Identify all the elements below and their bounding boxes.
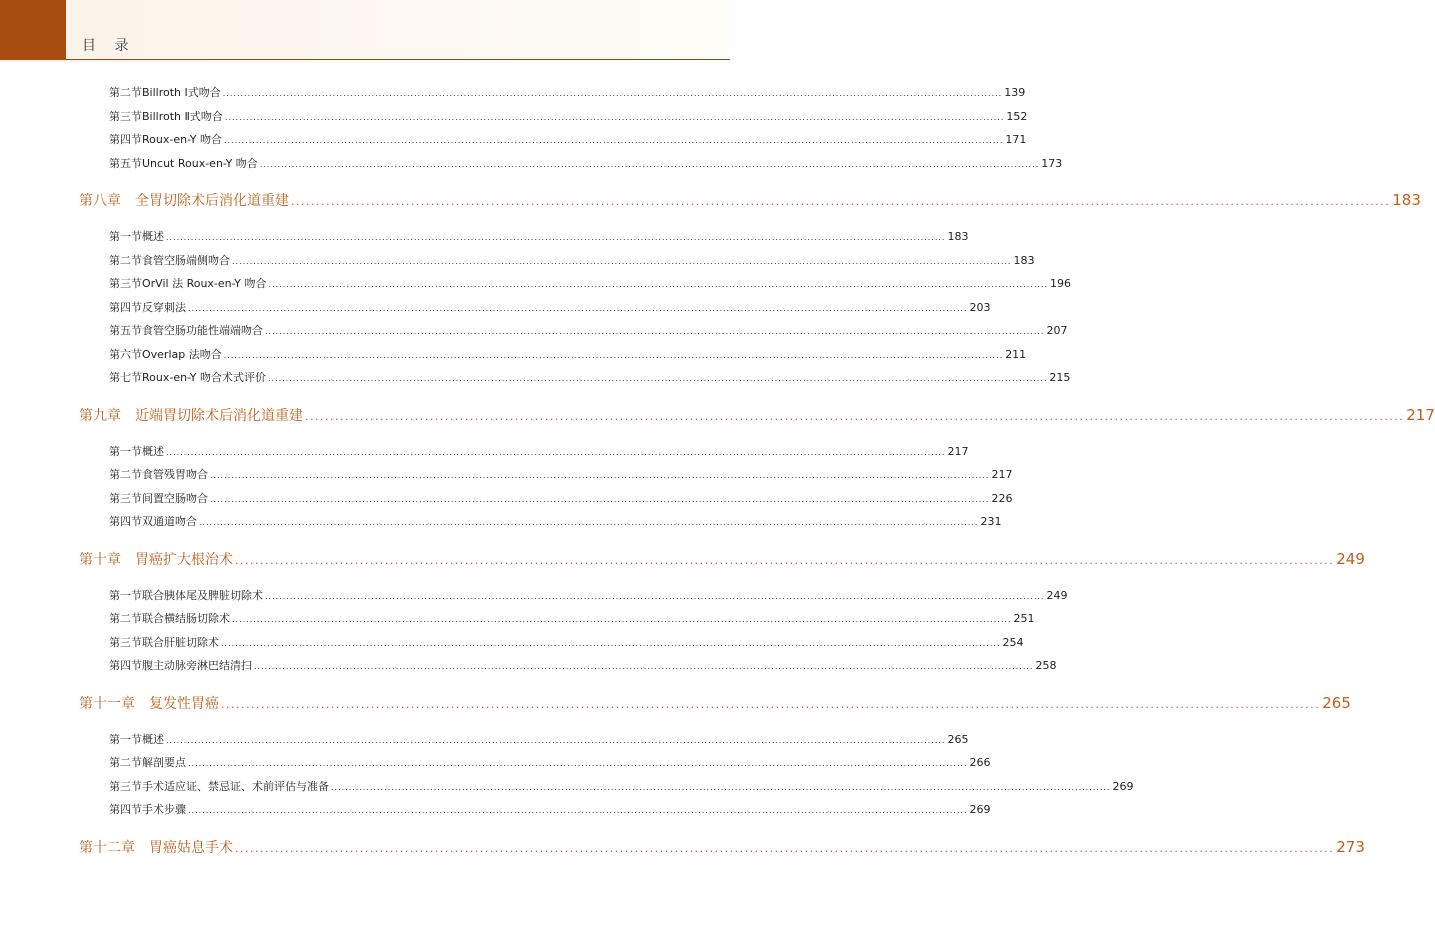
page-number: 266	[969, 756, 991, 769]
section-title: Roux-en-Y 吻合	[142, 133, 222, 146]
section-number: 第一节	[109, 588, 142, 602]
section-number: 第三节	[109, 109, 142, 123]
section-title: Billroth Ⅰ式吻合	[142, 86, 221, 99]
toc-section-entry[interactable]	[109, 346, 1027, 362]
leader-dots: ............................................................................................................................................................................................................................	[265, 327, 1045, 336]
chapter-number: 第十章	[79, 551, 121, 568]
section-number: 第五节	[109, 324, 142, 337]
chapter-number: 第十二章	[79, 839, 135, 856]
toc-section-entry[interactable]	[109, 228, 969, 244]
section-title: 间置空肠吻合	[142, 491, 208, 505]
section-title: 手术适应证、禁忌证、术前评估与准备	[142, 779, 329, 793]
chapter-title: 胃癌姑息手术	[149, 839, 233, 856]
toc-section-entry[interactable]	[109, 108, 1028, 124]
toc-section-entry[interactable]	[109, 657, 1057, 673]
toc-chapter-entry[interactable]	[79, 190, 1421, 210]
section-title: 概述	[142, 230, 164, 243]
page-number: 231	[980, 515, 1002, 528]
page-number: 265	[947, 732, 969, 746]
toc-section-entry[interactable]	[109, 322, 1068, 338]
toc-section-entry[interactable]	[109, 84, 1026, 100]
section-number: 第四节	[109, 515, 142, 528]
leader-dots: ............................................................................................................................................................................................................................	[221, 638, 1001, 648]
page-number: 251	[1013, 612, 1035, 625]
leader-dots: ............................................................................................................................................................................................................................	[166, 233, 946, 242]
leader-dots: ............................................................................................................................................................................................................................	[188, 759, 968, 768]
page-number: 217	[1406, 405, 1435, 424]
page-number: 173	[1041, 156, 1063, 170]
leader-dots: ............................................................................................................................................................................................................................	[259, 159, 1040, 169]
leader-dots: ............................................................................................................................................................................................................................	[222, 89, 1003, 98]
toc-section-entry[interactable]	[109, 369, 1071, 385]
section-number: 第四节	[109, 133, 142, 146]
section-title: 联合胰体尾及脾脏切除术	[142, 588, 263, 602]
leader-dots: ............................................................................................................................................................................................................................	[232, 256, 1012, 266]
page-number: 217	[991, 468, 1013, 481]
page-number: 269	[969, 803, 991, 816]
section-number: 第五节	[109, 156, 142, 170]
section-title: 双通道吻合	[142, 515, 197, 528]
toc-chapter-entry[interactable]	[79, 549, 1365, 569]
section-title: 概述	[142, 444, 164, 458]
leader-dots: ............................................................................................................................................................................................................................	[267, 374, 1048, 383]
leader-dots: ............................................................................................................................................................................................................................	[210, 471, 990, 480]
chapter-number: 第九章	[79, 407, 121, 424]
leader-dots: ............................................................................................................................................................................................................................	[254, 662, 1034, 671]
page-number: 203	[969, 300, 991, 314]
section-number: 第四节	[109, 300, 142, 314]
toc-section-entry[interactable]	[109, 131, 1027, 147]
section-number: 第一节	[109, 732, 142, 746]
toc-section-entry[interactable]	[109, 155, 1063, 171]
toc-section-entry[interactable]	[109, 513, 1002, 529]
leader-dots: ............................................................................................................................................................................................................................	[223, 350, 1004, 360]
leader-dots: ............................................................................................................................................................................................................................	[291, 195, 1391, 208]
leader-dots: ............................................................................................................................................................................................................................	[305, 409, 1405, 423]
section-number: 第二节	[109, 86, 142, 99]
section-title: 反穿刺法	[142, 300, 186, 314]
section-number: 第七节	[109, 371, 142, 384]
section-title: 腹主动脉旁淋巴结清扫	[142, 659, 252, 672]
page-number: 207	[1046, 324, 1068, 337]
page-number: 265	[1322, 693, 1351, 712]
page-number: 217	[947, 444, 969, 458]
section-number: 第三节	[109, 491, 142, 505]
section-number: 第三节	[109, 779, 142, 793]
leader-dots: ............................................................................................................................................................................................................................	[265, 591, 1045, 601]
section-number: 第三节	[109, 277, 142, 290]
chapter-title: 近端胃切除术后消化道重建	[135, 407, 303, 424]
section-title: Uncut Roux-en-Y 吻合	[142, 156, 258, 170]
chapter-title: 复发性胃癌	[149, 695, 219, 712]
toc-section-entry[interactable]	[109, 299, 991, 315]
page-number: 254	[1002, 635, 1024, 649]
page-number: 183	[947, 230, 969, 243]
section-title: Roux-en-Y 吻合术式评价	[142, 371, 266, 384]
leader-dots: ............................................................................................................................................................................................................................	[223, 136, 1004, 145]
toc-section-entry[interactable]	[109, 634, 1024, 650]
section-title: 食管残胃吻合	[142, 468, 208, 481]
toc-section-entry[interactable]	[109, 443, 969, 459]
leader-dots: ............................................................................................................................................................................................................................	[210, 494, 990, 504]
toc-section-entry[interactable]	[109, 778, 1134, 794]
section-title: 联合肝脏切除术	[142, 635, 219, 649]
page-title: 目 录	[82, 38, 136, 54]
leader-dots: ............................................................................................................................................................................................................................	[331, 782, 1111, 792]
section-title: Billroth Ⅱ式吻合	[142, 109, 223, 123]
toc-section-entry[interactable]	[109, 731, 969, 747]
leader-dots: ............................................................................................................................................................................................................................	[199, 518, 979, 527]
toc-chapter-entry[interactable]	[79, 837, 1365, 857]
chapter-number: 第八章	[79, 193, 121, 209]
chapter-title: 全胃切除术后消化道重建	[135, 193, 289, 209]
chapter-number: 第十一章	[79, 695, 135, 712]
section-title: 概述	[142, 732, 164, 746]
section-number: 第二节	[109, 253, 142, 267]
section-number: 第六节	[109, 347, 142, 361]
leader-dots: ............................................................................................................................................................................................................................	[166, 447, 946, 457]
toc-section-entry[interactable]	[109, 754, 991, 770]
section-number: 第四节	[109, 659, 142, 672]
leader-dots: ............................................................................................................................................................................................................................	[188, 806, 968, 815]
toc-chapter-entry[interactable]	[79, 693, 1351, 713]
toc-chapter-entry[interactable]	[79, 405, 1435, 425]
toc-section-entry[interactable]	[109, 466, 1013, 482]
chapter-title: 胃癌扩大根治术	[135, 551, 233, 568]
section-title: Overlap 法吻合	[142, 347, 222, 361]
page-number: 226	[991, 491, 1013, 505]
toc-section-entry[interactable]	[109, 610, 1035, 626]
page-number: 183	[1392, 191, 1421, 209]
section-title: OrVil 法 Roux-en-Y 吻合	[142, 277, 267, 290]
page-number: 249	[1336, 549, 1365, 568]
section-title: 手术步骤	[142, 803, 186, 816]
page-number: 249	[1046, 588, 1068, 602]
page-number: 273	[1336, 837, 1365, 856]
section-number: 第二节	[109, 468, 142, 481]
page-number: 152	[1006, 109, 1028, 123]
page-number: 196	[1049, 277, 1071, 290]
section-number: 第四节	[109, 803, 142, 816]
toc-section-entry[interactable]	[109, 490, 1013, 506]
leader-dots: ............................................................................................................................................................................................................................	[235, 553, 1335, 567]
toc-section-entry[interactable]	[109, 801, 991, 817]
page-number: 171	[1005, 133, 1027, 146]
page-number: 139	[1004, 86, 1026, 99]
leader-dots: ............................................................................................................................................................................................................................	[235, 841, 1335, 855]
section-number: 第二节	[109, 612, 142, 625]
page-number: 211	[1005, 347, 1027, 361]
section-number: 第一节	[109, 230, 142, 243]
leader-dots: ............................................................................................................................................................................................................................	[224, 112, 1005, 122]
section-number: 第三节	[109, 635, 142, 649]
section-number: 第一节	[109, 444, 142, 458]
leader-dots: ............................................................................................................................................................................................................................	[221, 697, 1321, 711]
page-number: 183	[1013, 253, 1035, 267]
page-number: 258	[1035, 659, 1057, 672]
toc-section-entry[interactable]	[109, 252, 1035, 268]
section-title: 解剖要点	[142, 756, 186, 769]
leader-dots: ............................................................................................................................................................................................................................	[166, 735, 946, 745]
leader-dots: ............................................................................................................................................................................................................................	[188, 303, 968, 313]
section-title: 食管空肠功能性端端吻合	[142, 324, 263, 337]
section-title: 食管空肠端侧吻合	[142, 253, 230, 267]
section-number: 第二节	[109, 756, 142, 769]
page-number: 215	[1049, 371, 1071, 384]
toc-section-entry[interactable]	[109, 587, 1068, 603]
leader-dots: ............................................................................................................................................................................................................................	[268, 280, 1048, 289]
section-title: 联合横结肠切除术	[142, 612, 230, 625]
leader-dots: ............................................................................................................................................................................................................................	[232, 615, 1012, 624]
toc-section-entry[interactable]	[109, 275, 1071, 291]
page-number: 269	[1112, 779, 1134, 793]
